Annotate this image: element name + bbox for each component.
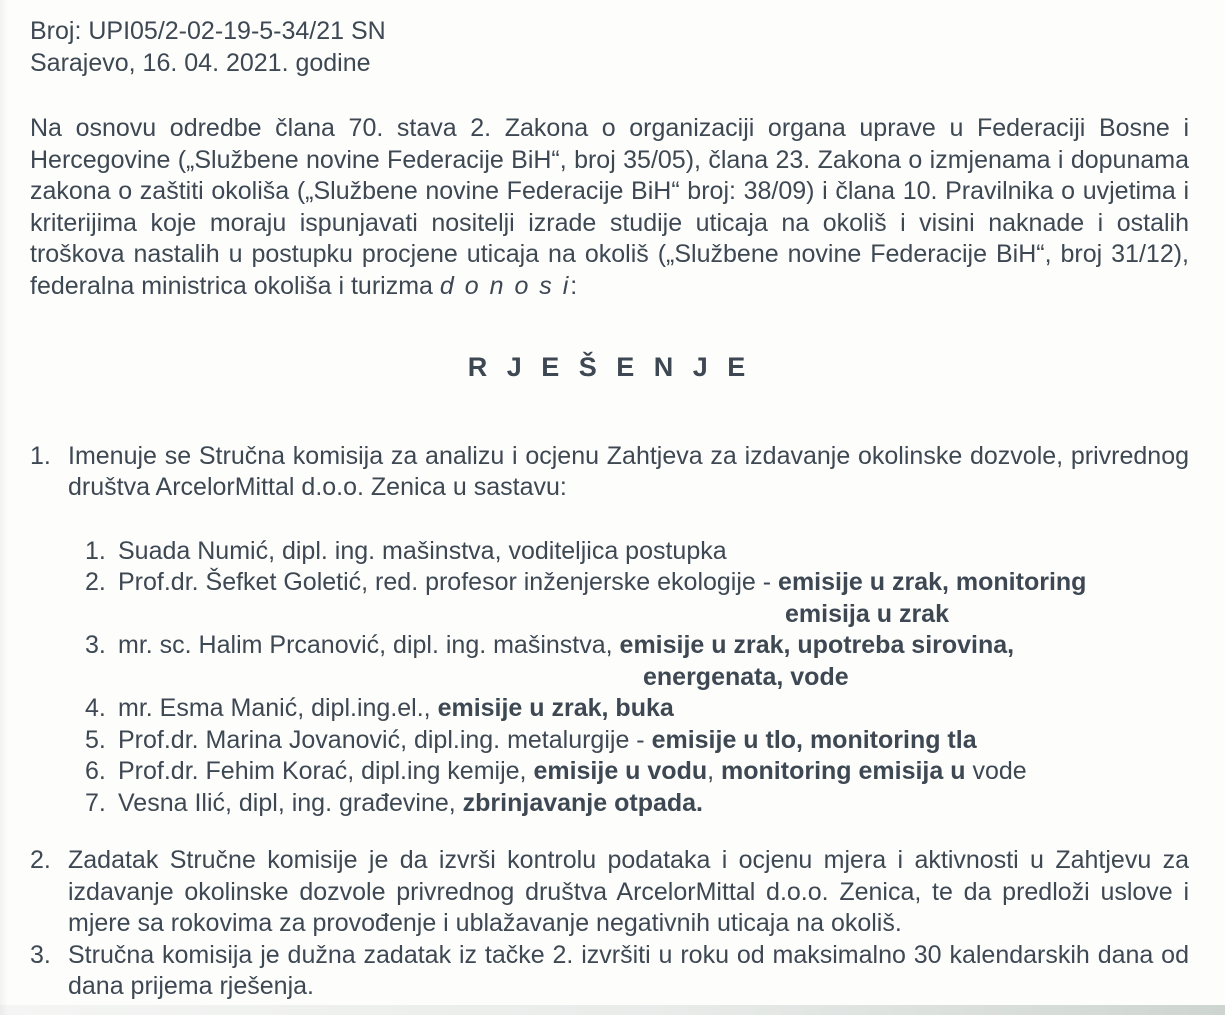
commission-member-list — [85, 536, 1189, 820]
member-6-duty-tail: vode — [972, 757, 1027, 785]
decision-title-wrap — [30, 352, 1189, 385]
intro-suffix: : — [570, 271, 578, 300]
main-item-2-text: Zadatak Stručne komisije je da izvrši kontrolu podataka i ocjenu mjera i aktivnosti u Zahtjevu za izdavanje okolinske dozvole privrednog društva ArcelorMittal d.o.o. Zenica, te da predloži uslove i mjere sa rokovima za provođenje i ublažavanje negativnih uticaja na okoliš. — [68, 846, 1189, 937]
member-7-number: 7. — [85, 788, 106, 817]
main-item-3 — [30, 940, 1189, 1003]
member-1-name: Suada Numić, dipl. ing. mašinstva, voditeljica postupka — [118, 536, 727, 565]
member-3-text — [118, 630, 1189, 662]
main-item-1-number: 1. — [30, 441, 51, 470]
member-5-number: 5. — [85, 725, 106, 754]
member-row-2 — [85, 567, 1189, 599]
member-7-duty: zbrinjavanje otpada. — [462, 788, 703, 817]
member-6-duty-part2: monitoring emisija u — [721, 757, 973, 785]
member-5-text — [118, 725, 1189, 757]
member-6-text — [118, 756, 1189, 788]
member-3-name: mr. sc. Halim Prcanović, dipl. ing. mašinstva, — [118, 631, 620, 659]
decision-title: R J E Š E N J E — [467, 352, 752, 382]
doc-number-line: Broj: UPI05/2-02-19-5-34/21 SN — [30, 17, 386, 45]
scan-edge-bottom — [0, 1005, 1225, 1015]
member-row-3 — [85, 630, 1189, 662]
member-5-name: Prof.dr. Marina Jovanović, dipl.ing. metalurgije - — [118, 725, 652, 754]
main-item-1-text: Imenuje se Stručna komisija za analizu i ocjenu Zahtjeva za izdavanje okolinske dozvole, privrednog društva ArcelorMittal d.o.o. Zenica u sastavu: — [68, 441, 1189, 501]
member-4-name: mr. Esma Manić, dipl.ing.el., — [118, 694, 438, 722]
intro-text: Na osnovu odredbe člana 70. stava 2. Zakona o organizaciji organa uprave u Federaciji Bosne i Hercegovine („Službene novine Federacije BiH“, broj 35/05), člana 23. Zakona o izmjenama i dopunama zakona o zaštiti okoliša („Službene novine Federacije BiH“ broj: 38/09) i člana 10. Pravilnika o uvjetima i kriterijima koje moraju ispunjavati nositelji izrade studije uticaja na okoliš i visini naknade i ostalih troškova nastalih u postupku procjene uticaja na okoliš („Službene novine Federacije BiH“, broj 31/12), federalna ministrica okoliša i turizma — [30, 114, 1189, 300]
member-row-6 — [85, 756, 1189, 788]
member-4-text — [118, 693, 1189, 725]
member-6-separator: , — [707, 757, 722, 785]
main-item-2 — [30, 845, 1189, 940]
member-7-name: Vesna Ilić, dipl, ing. građevine, — [118, 788, 463, 817]
member-5-duty: emisije u tlo, monitoring tla — [651, 725, 977, 754]
member-3-duty: emisije u zrak, upotreba sirovina, — [619, 631, 1015, 659]
main-item-3-text: Stručna komisija je dužna zadatak iz tačke 2. izvršiti u roku od maksimalno 30 kalendarskih dana od dana prijema rješenja. — [68, 940, 1189, 1000]
scan-edge-left — [0, 0, 8, 1015]
main-item-1 — [30, 441, 1189, 504]
member-6-duty-part1: emisije u vodu — [533, 757, 708, 785]
member-6-number: 6. — [85, 757, 106, 785]
member-row-1 — [85, 536, 1189, 568]
main-item-2-number: 2. — [30, 846, 51, 874]
member-2-duty-continuation: emisija u zrak — [785, 599, 949, 628]
member-1-number: 1. — [85, 536, 106, 565]
member-7-text — [118, 788, 1189, 820]
member-2-duty: emisije u zrak, monitoring — [778, 568, 1087, 596]
member-2-number: 2. — [85, 568, 106, 596]
member-2-text — [118, 567, 1189, 599]
intro-emphasis: d o n o s i — [439, 271, 571, 300]
member-4-number: 4. — [85, 694, 106, 722]
member-6-name: Prof.dr. Fehim Korać, dipl.ing kemije, — [118, 757, 534, 785]
main-item-3-number: 3. — [30, 940, 51, 969]
member-3-number: 3. — [85, 631, 106, 659]
member-row-5 — [85, 725, 1189, 757]
member-4-duty: emisije u zrak, buka — [437, 694, 674, 722]
member-row-7 — [85, 788, 1189, 820]
member-row-4 — [85, 693, 1189, 725]
member-1-text — [118, 536, 1189, 568]
member-3-duty-continuation: energenata, vode — [643, 662, 849, 691]
doc-place-date-line: Sarajevo, 16. 04. 2021. godine — [30, 48, 371, 77]
member-2-name: Prof.dr. Šefket Goletić, red. profesor inženjerske ekologije - — [118, 568, 779, 596]
intro-paragraph — [30, 113, 1189, 302]
